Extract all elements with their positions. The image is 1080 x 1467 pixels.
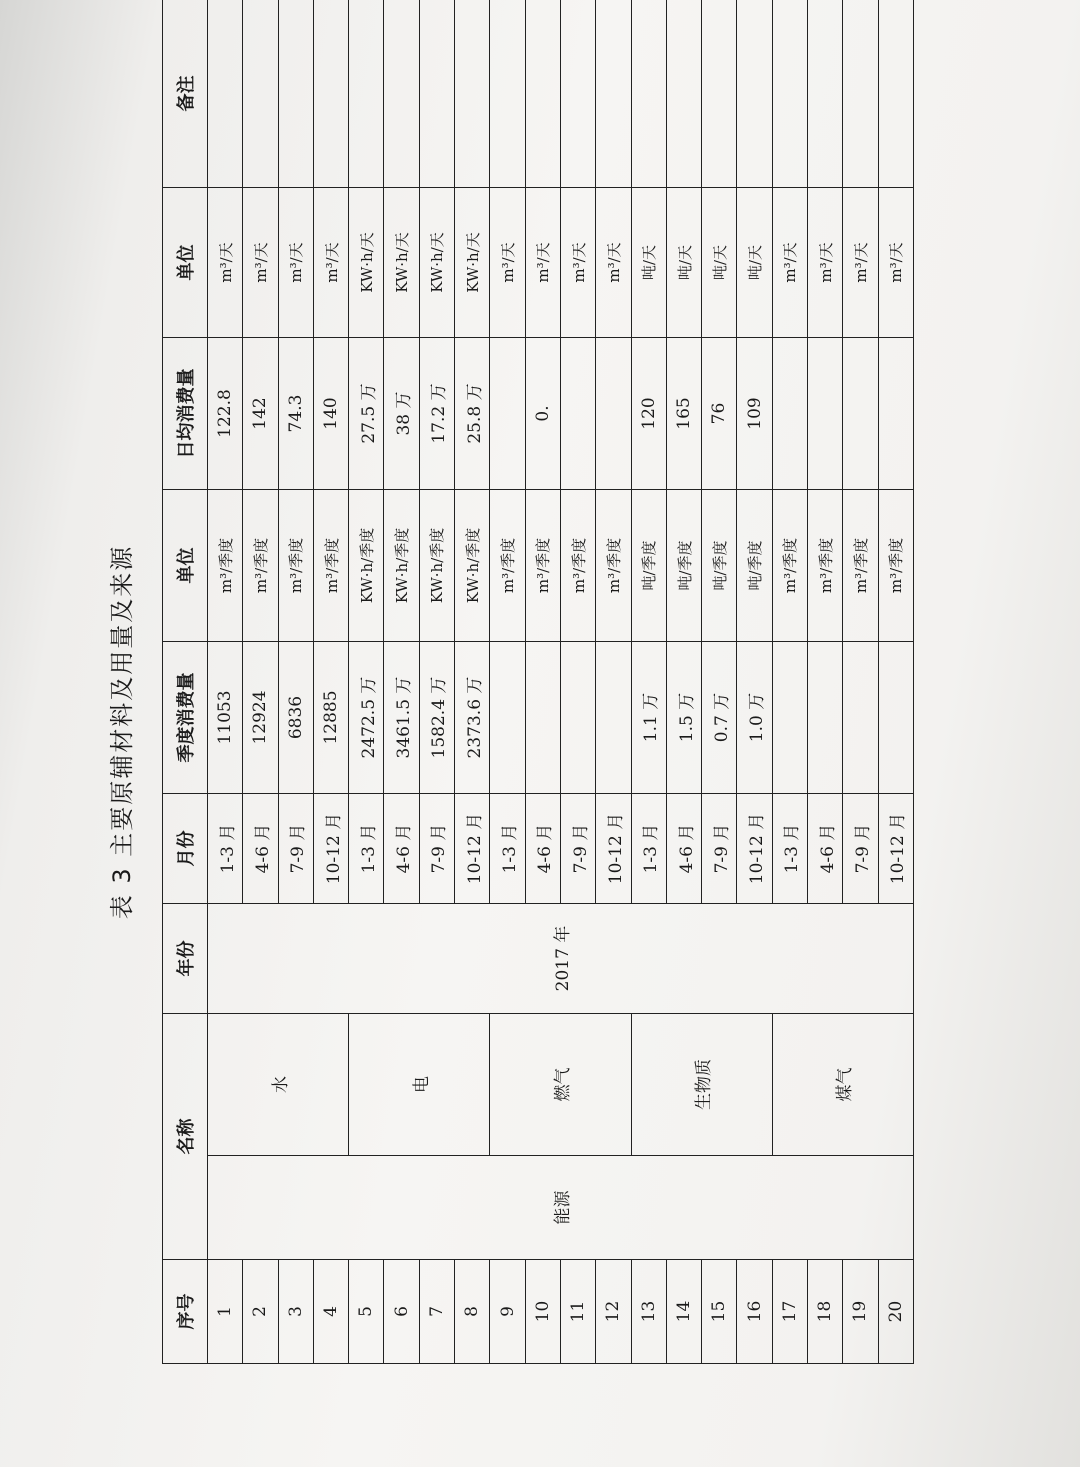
daily-unit-cell: m³/天 (843, 188, 878, 338)
daily-consumption-cell (772, 338, 807, 490)
header-year: 年份 (163, 904, 208, 1014)
quarterly-unit-cell: KW·h/季度 (384, 490, 419, 642)
quarterly-consumption-cell: 1.5 万 (666, 642, 701, 794)
quarterly-consumption-cell: 12885 (313, 642, 348, 794)
daily-consumption-cell: 74.3 (278, 338, 313, 490)
remark-cell (278, 0, 313, 188)
row-number: 1 (208, 1260, 243, 1364)
month-cell: 7-9 月 (560, 794, 595, 904)
month-cell: 1-3 月 (349, 794, 384, 904)
table-row (208, 0, 243, 1364)
daily-unit-cell: m³/天 (525, 188, 560, 338)
daily-unit-cell: 吨/天 (631, 188, 666, 338)
daily-consumption-cell: 0. (525, 338, 560, 490)
group-name-cell: 燃气 (490, 1014, 631, 1156)
daily-consumption-cell: 76 (702, 338, 737, 490)
quarterly-consumption-cell: 1582.4 万 (419, 642, 454, 794)
quarterly-unit-cell: 吨/季度 (631, 490, 666, 642)
group-name-cell: 水 (208, 1014, 349, 1156)
daily-consumption-cell: 140 (313, 338, 348, 490)
quarterly-consumption-cell: 2472.5 万 (349, 642, 384, 794)
month-cell: 4-6 月 (666, 794, 701, 904)
quarterly-unit-cell: 吨/季度 (702, 490, 737, 642)
daily-unit-cell: KW·h/天 (455, 188, 490, 338)
row-number: 19 (843, 1260, 878, 1364)
daily-consumption-cell: 38 万 (384, 338, 419, 490)
daily-consumption-cell (843, 338, 878, 490)
remark-cell (808, 0, 843, 188)
remark-cell (455, 0, 490, 188)
quarterly-unit-cell: m³/季度 (878, 490, 913, 642)
daily-unit-cell: 吨/天 (737, 188, 772, 338)
daily-consumption-cell (878, 338, 913, 490)
daily-unit-cell: m³/天 (596, 188, 631, 338)
quarterly-consumption-cell (596, 642, 631, 794)
quarterly-unit-cell: m³/季度 (772, 490, 807, 642)
daily-consumption-cell: 142 (243, 338, 278, 490)
month-cell: 10-12 月 (455, 794, 490, 904)
month-cell: 10-12 月 (737, 794, 772, 904)
quarterly-consumption-cell: 11053 (208, 642, 243, 794)
remark-cell (313, 0, 348, 188)
header-quarterly: 季度消费量 (163, 642, 208, 794)
daily-unit-cell: m³/天 (243, 188, 278, 338)
header-unit-daily: 单位 (163, 188, 208, 338)
remark-cell (419, 0, 454, 188)
remark-cell (631, 0, 666, 188)
quarterly-unit-cell: m³/季度 (208, 490, 243, 642)
quarterly-consumption-cell (490, 642, 525, 794)
daily-consumption-cell: 25.8 万 (455, 338, 490, 490)
month-cell: 4-6 月 (808, 794, 843, 904)
remark-cell (702, 0, 737, 188)
row-number: 12 (596, 1260, 631, 1364)
quarterly-unit-cell: m³/季度 (243, 490, 278, 642)
daily-unit-cell: m³/天 (490, 188, 525, 338)
month-cell: 7-9 月 (278, 794, 313, 904)
daily-consumption-cell (596, 338, 631, 490)
remark-cell (737, 0, 772, 188)
daily-consumption-cell: 120 (631, 338, 666, 490)
remark-cell (772, 0, 807, 188)
daily-consumption-cell: 27.5 万 (349, 338, 384, 490)
quarterly-consumption-cell (772, 642, 807, 794)
quarterly-unit-cell: m³/季度 (596, 490, 631, 642)
row-number: 2 (243, 1260, 278, 1364)
row-number: 9 (490, 1260, 525, 1364)
daily-unit-cell: 吨/天 (702, 188, 737, 338)
row-number: 7 (419, 1260, 454, 1364)
quarterly-consumption-cell: 0.7 万 (702, 642, 737, 794)
month-cell: 1-3 月 (772, 794, 807, 904)
remark-cell (560, 0, 595, 188)
quarterly-consumption-cell (878, 642, 913, 794)
daily-unit-cell: m³/天 (560, 188, 595, 338)
month-cell: 7-9 月 (702, 794, 737, 904)
header-name: 名称 (163, 1014, 208, 1260)
row-number: 10 (525, 1260, 560, 1364)
daily-consumption-cell: 109 (737, 338, 772, 490)
quarterly-unit-cell: m³/季度 (560, 490, 595, 642)
daily-unit-cell: 吨/天 (666, 188, 701, 338)
daily-unit-cell: m³/天 (878, 188, 913, 338)
quarterly-unit-cell: 吨/季度 (737, 490, 772, 642)
quarterly-unit-cell: m³/季度 (808, 490, 843, 642)
row-number: 6 (384, 1260, 419, 1364)
month-cell: 7-9 月 (843, 794, 878, 904)
daily-unit-cell: KW·h/天 (419, 188, 454, 338)
row-number: 8 (455, 1260, 490, 1364)
daily-unit-cell: m³/天 (313, 188, 348, 338)
header-unit-quarterly: 单位 (163, 490, 208, 642)
table-caption: 表 3 主要原辅材料及用量及来源 (108, 544, 136, 920)
quarterly-consumption-cell (843, 642, 878, 794)
group-name-cell: 电 (349, 1014, 490, 1156)
daily-unit-cell: KW·h/天 (349, 188, 384, 338)
daily-unit-cell: m³/天 (208, 188, 243, 338)
month-cell: 10-12 月 (878, 794, 913, 904)
row-number: 13 (631, 1260, 666, 1364)
daily-consumption-cell (808, 338, 843, 490)
quarterly-unit-cell: m³/季度 (313, 490, 348, 642)
remark-cell (243, 0, 278, 188)
daily-unit-cell: m³/天 (772, 188, 807, 338)
header-row (163, 0, 208, 1364)
daily-consumption-cell (560, 338, 595, 490)
header-month: 月份 (163, 794, 208, 904)
month-cell: 1-3 月 (631, 794, 666, 904)
remark-cell (525, 0, 560, 188)
month-cell: 7-9 月 (419, 794, 454, 904)
quarterly-unit-cell: m³/季度 (843, 490, 878, 642)
month-cell: 10-12 月 (313, 794, 348, 904)
quarterly-unit-cell: KW·h/季度 (455, 490, 490, 642)
daily-unit-cell: KW·h/天 (384, 188, 419, 338)
quarterly-consumption-cell: 12924 (243, 642, 278, 794)
group-name-cell: 生物质 (631, 1014, 772, 1156)
header-remark: 备注 (163, 0, 208, 188)
remark-cell (596, 0, 631, 188)
month-cell: 4-6 月 (243, 794, 278, 904)
quarterly-unit-cell: m³/季度 (490, 490, 525, 642)
remark-cell (878, 0, 913, 188)
quarterly-unit-cell: KW·h/季度 (349, 490, 384, 642)
daily-unit-cell: m³/天 (278, 188, 313, 338)
month-cell: 4-6 月 (384, 794, 419, 904)
row-number: 3 (278, 1260, 313, 1364)
month-cell: 10-12 月 (596, 794, 631, 904)
daily-consumption-cell: 122.8 (208, 338, 243, 490)
quarterly-unit-cell: KW·h/季度 (419, 490, 454, 642)
remark-cell (349, 0, 384, 188)
quarterly-consumption-cell: 1.1 万 (631, 642, 666, 794)
quarterly-consumption-cell: 6836 (278, 642, 313, 794)
row-number: 4 (313, 1260, 348, 1364)
remark-cell (843, 0, 878, 188)
quarterly-consumption-cell (525, 642, 560, 794)
remark-cell (490, 0, 525, 188)
quarterly-unit-cell: m³/季度 (278, 490, 313, 642)
row-number: 17 (772, 1260, 807, 1364)
row-number: 20 (878, 1260, 913, 1364)
month-cell: 1-3 月 (490, 794, 525, 904)
year-cell: 2017 年 (208, 904, 914, 1014)
header-seq: 序号 (163, 1260, 208, 1364)
row-number: 18 (808, 1260, 843, 1364)
month-cell: 1-3 月 (208, 794, 243, 904)
row-number: 16 (737, 1260, 772, 1364)
month-cell: 4-6 月 (525, 794, 560, 904)
row-number: 14 (666, 1260, 701, 1364)
quarterly-unit-cell: m³/季度 (525, 490, 560, 642)
remark-cell (384, 0, 419, 188)
daily-consumption-cell (490, 338, 525, 490)
table-body (208, 0, 914, 1364)
row-number: 15 (702, 1260, 737, 1364)
daily-unit-cell: m³/天 (808, 188, 843, 338)
quarterly-consumption-cell (808, 642, 843, 794)
quarterly-consumption-cell: 1.0 万 (737, 642, 772, 794)
row-number: 11 (560, 1260, 595, 1364)
rotated-page (108, 75, 912, 1364)
group-name-cell: 煤气 (772, 1014, 913, 1156)
quarterly-consumption-cell: 2373.6 万 (455, 642, 490, 794)
remark-cell (666, 0, 701, 188)
daily-consumption-cell: 17.2 万 (419, 338, 454, 490)
materials-table (162, 0, 914, 1364)
quarterly-consumption-cell (560, 642, 595, 794)
header-daily: 日均消费量 (163, 338, 208, 490)
category-cell: 能源 (208, 1156, 914, 1260)
quarterly-unit-cell: 吨/季度 (666, 490, 701, 642)
row-number: 5 (349, 1260, 384, 1364)
quarterly-consumption-cell: 3461.5 万 (384, 642, 419, 794)
daily-consumption-cell: 165 (666, 338, 701, 490)
remark-cell (208, 0, 243, 188)
